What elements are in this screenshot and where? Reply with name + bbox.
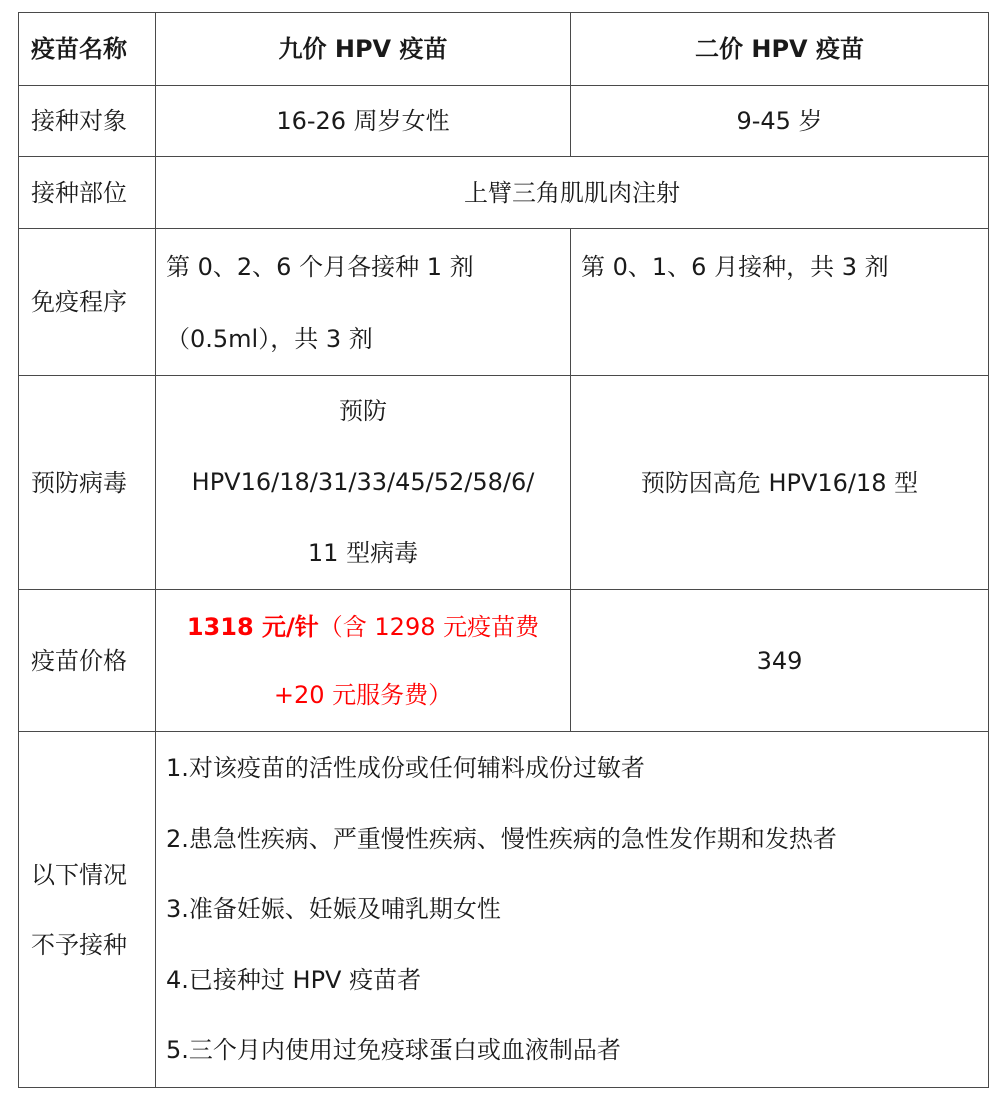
prevention-row — [19, 376, 989, 590]
nine-valent-prevention-line-3: 11 型病毒 — [307, 539, 419, 567]
nine-valent-price-amount: 1318 元/针 — [186, 612, 319, 641]
nine-valent-price — [156, 590, 571, 732]
two-valent-schedule — [571, 229, 989, 376]
exclusions-list-cell — [156, 732, 989, 1088]
price-label: 疫苗价格 — [19, 590, 156, 732]
nine-valent-price-detail-1: （含 1298 元疫苗费 — [318, 612, 540, 641]
exclusion-item-4: 4.已接种过 HPV 疫苗者 — [166, 965, 422, 994]
two-valent-header: 二价 HPV 疫苗 — [571, 13, 989, 86]
schedule-label: 免疫程序 — [19, 229, 156, 376]
nine-valent-price-line-1 — [166, 593, 560, 661]
price-row — [19, 590, 989, 732]
exclusion-item-2: 2.患急性疾病、严重慢性疾病、慢性疾病的急性发作期和发热者 — [166, 824, 837, 853]
exclusions-label-line-2: 不予接种 — [31, 930, 127, 959]
two-valent-prevention: 预防因高危 HPV16/18 型 — [571, 376, 989, 590]
exclusion-item-1: 1.对该疫苗的活性成份或任何辅料成份过敏者 — [166, 754, 645, 783]
recipients-label: 接种对象 — [19, 86, 156, 157]
prevention-label: 预防病毒 — [19, 376, 156, 590]
exclusions-row — [19, 732, 989, 1088]
vaccine-comparison-table — [18, 12, 989, 1088]
exclusions-list — [166, 733, 978, 1086]
nine-valent-header: 九价 HPV 疫苗 — [156, 13, 571, 86]
exclusion-item-5: 5.三个月内使用过免疫球蛋白或血液制品者 — [166, 1036, 621, 1065]
two-valent-recipients: 9-45 岁 — [571, 86, 989, 157]
exclusion-item-3: 3.准备妊娠、妊娠及哺乳期女性 — [166, 895, 501, 924]
nine-valent-prevention-line-2: HPV16/18/31/33/45/52/58/6/ — [191, 468, 535, 496]
exclusions-label — [19, 732, 156, 1088]
recipients-row — [19, 86, 989, 157]
nine-valent-recipients: 16-26 周岁女性 — [156, 86, 571, 157]
two-valent-price: 349 — [571, 590, 989, 732]
nine-valent-prevention — [156, 376, 571, 590]
exclusions-label-line-1: 以下情况 — [31, 860, 127, 889]
two-valent-schedule-line: 第 0、1、6 月接种，共 3 剂 — [581, 253, 889, 281]
nine-valent-schedule — [156, 229, 571, 376]
injection-site-value: 上臂三角肌肌肉注射 — [156, 157, 989, 229]
nine-valent-schedule-line-2: （0.5ml），共 3 剂 — [166, 325, 373, 353]
vaccine-name-label: 疫苗名称 — [19, 13, 156, 86]
nine-valent-schedule-line-1: 第 0、2、6 个月各接种 1 剂 — [166, 253, 474, 281]
nine-valent-price-detail-2: +20 元服务费） — [273, 680, 453, 709]
schedule-row — [19, 229, 989, 376]
header-row — [19, 13, 989, 86]
injection-site-label: 接种部位 — [19, 157, 156, 229]
injection-site-row — [19, 157, 989, 229]
nine-valent-prevention-line-1: 预防 — [339, 397, 387, 425]
